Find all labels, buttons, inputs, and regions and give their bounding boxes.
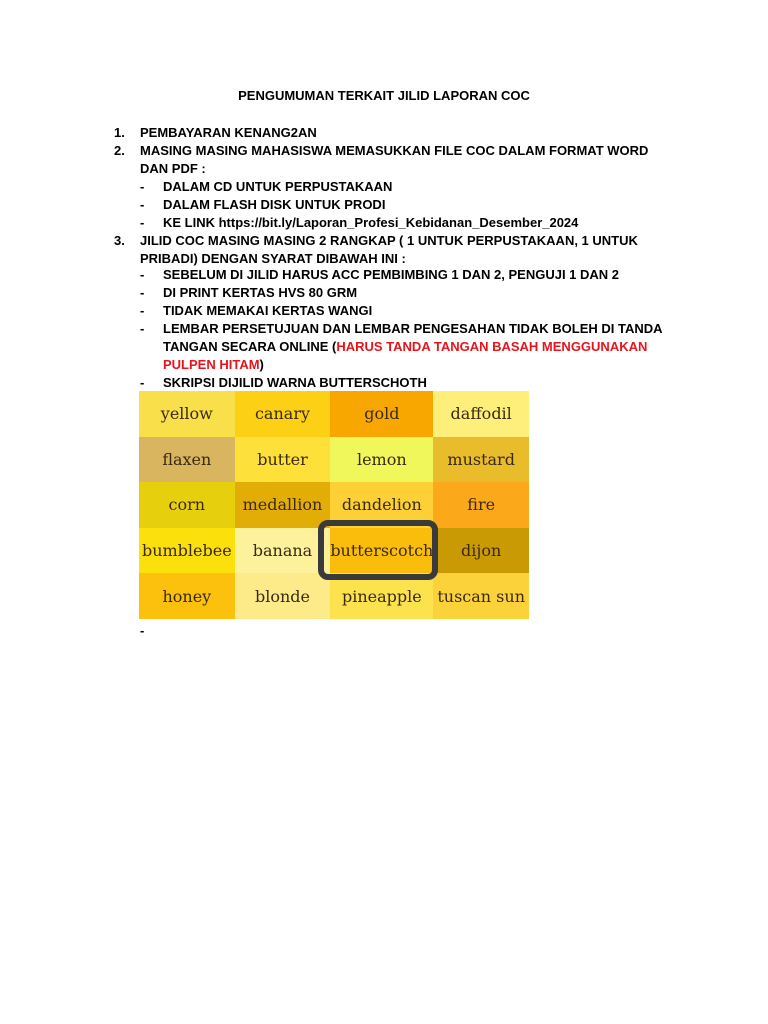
swatch-butter: butter [235, 437, 331, 483]
swatch-canary: canary [235, 391, 331, 437]
sub-dash: - [140, 267, 145, 282]
swatch-medallion: medallion [235, 482, 331, 528]
sub-dash: - [140, 375, 145, 390]
lembar-text: TANGAN SECARA ONLINE ( [163, 339, 337, 354]
sub-dash: - [140, 215, 145, 230]
item-number: 2. [114, 143, 125, 158]
sub-dash: - [140, 179, 145, 194]
swatch-blonde: blonde [235, 573, 331, 619]
sub-dash: - [140, 197, 145, 212]
sub-item-flashdisk: DALAM FLASH DISK UNTUK PRODI [163, 197, 386, 212]
item-number: 3. [114, 233, 125, 248]
sub-item-cd: DALAM CD UNTUK PERPUSTAKAAN [163, 179, 393, 194]
sub-item-warna: SKRIPSI DIJILID WARNA BUTTERSCHOTH [163, 375, 427, 390]
butterscotch-highlight-box [318, 520, 438, 580]
sub-item-acc: SEBELUM DI JILID HARUS ACC PEMBIMBING 1 DAN 2, PENGUJI 1 DAN 2 [163, 267, 620, 282]
item-3-text-cont: PRIBADI) DENGAN SYARAT DIBAWAH INI : [140, 251, 406, 266]
sub-item-lembar-cont2 [163, 356, 264, 374]
sub-item-hvs: DI PRINT KERTAS HVS 80 GRM [163, 285, 358, 300]
swatch-yellow: yellow [139, 391, 235, 437]
swatch-pineapple: pineapple [330, 573, 433, 619]
swatch-banana: banana [235, 528, 331, 574]
sub-item-wangi: TIDAK MEMAKAI KERTAS WANGI [163, 303, 373, 318]
item-2-text: MASING MASING MAHASISWA MEMASUKKAN FILE COC DALAM FORMAT WORD [140, 143, 649, 158]
sub-item-lembar: LEMBAR PERSETUJUAN DAN LEMBAR PENGESAHAN TIDAK BOLEH DI TANDA [163, 321, 663, 336]
sub-item-link: KE LINK https://bit.ly/Laporan_Profesi_Kebidanan_Desember_2024 [163, 215, 579, 230]
swatch-tuscan-sun: tuscan sun [433, 573, 529, 619]
swatch-gold: gold [330, 391, 433, 437]
swatch-bumblebee: bumblebee [139, 528, 235, 574]
sub-item-lembar-cont [163, 338, 647, 356]
lembar-warning: HARUS TANDA TANGAN BASAH MENGGUNAKAN [336, 339, 648, 354]
swatch-dandelion: dandelion [330, 482, 433, 528]
swatch-daffodil: daffodil [433, 391, 529, 437]
swatch-lemon: lemon [330, 437, 433, 483]
lembar-warning-cont: PULPEN HITAM [163, 357, 260, 372]
page-title: PENGUMUMAN TERKAIT JILID LAPORAN COC [238, 88, 530, 103]
swatch-corn: corn [139, 482, 235, 528]
swatch-fire: fire [433, 482, 529, 528]
item-number: 1. [114, 125, 125, 140]
swatch-dijon: dijon [433, 528, 529, 574]
lembar-close: ) [259, 357, 264, 372]
sub-dash: - [140, 285, 145, 300]
swatch-butterscotch: butterscotch [330, 528, 433, 574]
item-2-text-cont: DAN PDF : [140, 161, 206, 176]
swatch-mustard: mustard [433, 437, 529, 483]
sub-dash: - [140, 321, 145, 336]
swatch-honey: honey [139, 573, 235, 619]
item-3-text: JILID COC MASING MASING 2 RANGKAP ( 1 UNTUK PERPUSTAKAAN, 1 UNTUK [140, 233, 638, 248]
sub-dash: - [140, 303, 145, 318]
item-1-text: PEMBAYARAN KENANG2AN [140, 125, 317, 140]
color-swatch-chart [139, 391, 529, 619]
swatch-flaxen: flaxen [139, 437, 235, 483]
trailing-dash: - [140, 623, 145, 638]
